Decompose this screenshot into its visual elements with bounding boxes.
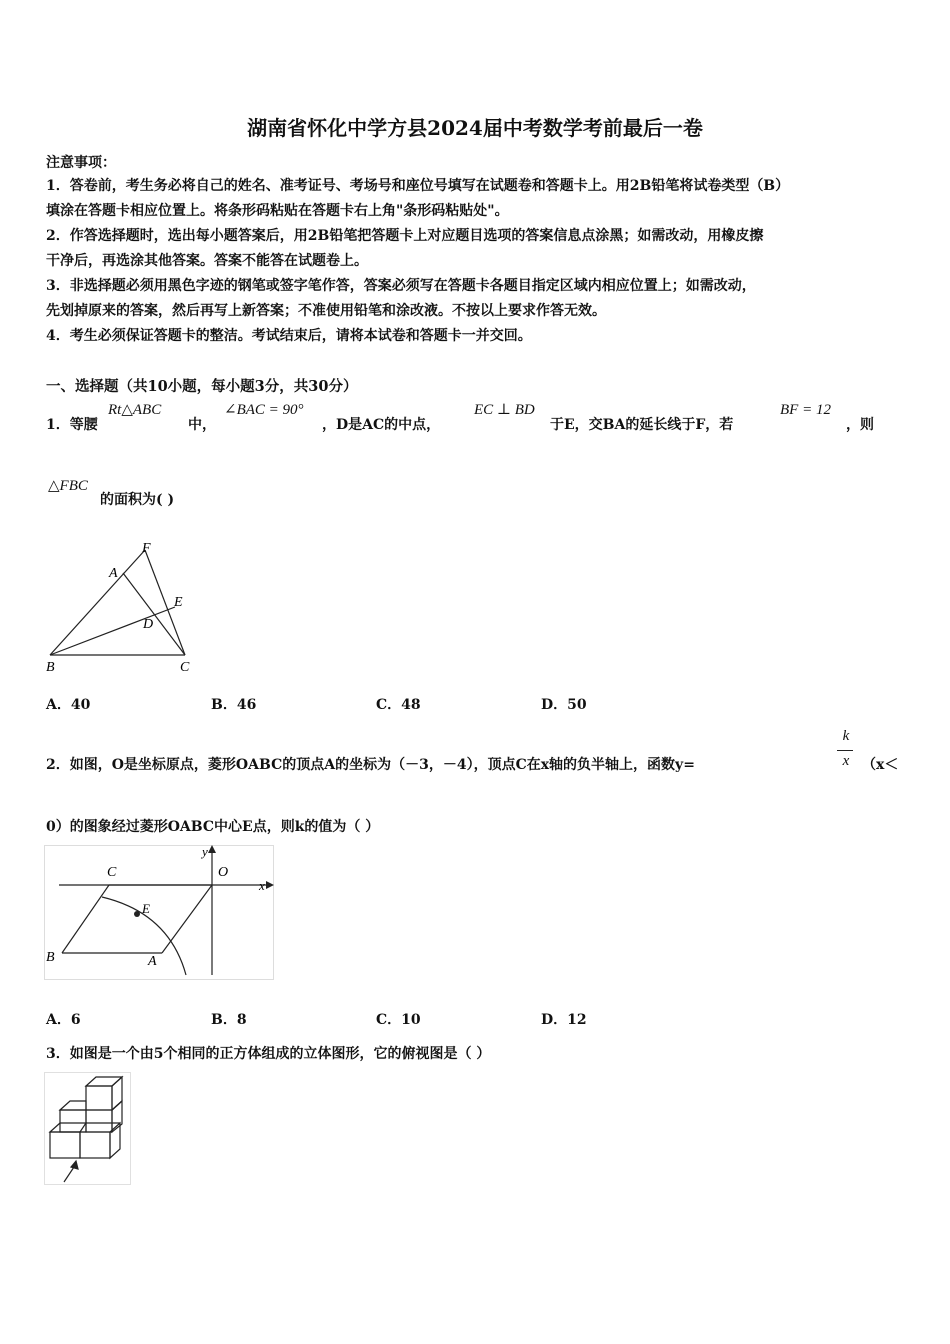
- q2-option-b: B．8: [211, 1012, 247, 1028]
- note-line: 填涂在答题卡相应位置上。将条形码粘贴在答题卡右上角"条形码粘贴处"。: [46, 203, 509, 219]
- q2-label-o: O: [218, 865, 229, 880]
- q1-label-e: E: [174, 595, 183, 610]
- note-line: 3．非选择题必须用黑色字迹的钢笔或签字笔作答，答案必须写在答题卡各题目指定区域内相应位置上；如需改动，: [46, 278, 756, 294]
- notes-heading: 注意事项：: [46, 155, 116, 171]
- q1-text-2: 中，: [188, 417, 216, 433]
- q1-text-6: 的面积为( ): [100, 492, 175, 508]
- q2-rhombus-figure: [44, 845, 274, 980]
- q2-label-b: B: [46, 950, 55, 965]
- section-heading: 一、选择题（共10小题，每小题3分，共30分）: [46, 378, 358, 395]
- q1-triangle-figure: [40, 535, 200, 675]
- q1-label-d: D: [143, 617, 154, 632]
- q3-text: 3．如图是一个由5个相同的正方体组成的立体图形，它的俯视图是（ ）: [46, 1046, 491, 1062]
- page-title: 湖南省怀化中学方县2024届中考数学考前最后一卷: [247, 116, 703, 140]
- q1-text-5: ，则: [846, 417, 874, 433]
- q1-math-bf: BF = 12: [780, 402, 831, 418]
- q1-option-a: A．40: [46, 697, 91, 713]
- q2-label-c: C: [107, 865, 117, 880]
- q1-option-d: D．50: [541, 697, 587, 713]
- q2-label-a: A: [148, 954, 157, 969]
- note-line: 2．作答选择题时，选出每小题答案后，用2B铅笔把答题卡上对应题目选项的答案信息点涂黑；如需改动，用橡皮擦: [46, 228, 764, 244]
- q1-text-4: 于E，交BA的延长线于F，若: [550, 417, 734, 433]
- q2-label-y: y: [202, 845, 208, 859]
- q2-fraction-bar: [837, 750, 853, 751]
- q2-fraction-denominator: x: [842, 753, 850, 769]
- q1-math-perp: EC ⊥ BD: [474, 402, 535, 418]
- q1-label-a: A: [109, 566, 118, 581]
- q2-line-2: 0）的图象经过菱形OABC中心E点，则k的值为（ ）: [46, 819, 380, 835]
- q2-label-x: x: [259, 878, 265, 893]
- q2-line-1-end: （x＜: [862, 757, 899, 773]
- note-line: 先划掉原来的答案，然后再写上新答案；不准使用铅笔和涂改液。不按以上要求作答无效。: [46, 303, 606, 319]
- note-line: 1．答卷前，考生务必将自己的姓名、准考证号、考场号和座位号填写在试题卷和答题卡上。用2B铅笔将试卷类型（B）: [46, 178, 790, 194]
- q1-label-c: C: [180, 660, 190, 675]
- q1-math-rt: Rt△ABC: [108, 402, 162, 418]
- q2-line-1: 2．如图，O是坐标原点，菱形OABC的顶点A的坐标为（－3，－4），顶点C在x轴的负半轴上，函数y=: [46, 757, 695, 773]
- q1-text-3: ，D是AC的中点，: [322, 417, 441, 433]
- note-line: 干净后，再选涂其他答案。答案不能答在试题卷上。: [46, 253, 368, 269]
- q2-label-e: E: [142, 901, 150, 916]
- q2-option-a: A．6: [46, 1012, 81, 1028]
- q2-fraction-numerator: k: [842, 728, 850, 744]
- q1-text-1: 1．等腰: [46, 417, 98, 433]
- q1-option-c: C．48: [376, 697, 421, 713]
- q3-cubes-figure: [44, 1072, 136, 1187]
- q1-math-angle: ∠BAC = 90°: [224, 402, 304, 418]
- q1-label-f: F: [142, 541, 151, 556]
- q1-option-b: B．46: [211, 697, 257, 713]
- q1-math-triangle: △FBC: [48, 478, 88, 494]
- q2-option-d: D．12: [541, 1012, 587, 1028]
- note-line: 4．考生必须保证答题卡的整洁。考试结束后，请将本试卷和答题卡一并交回。: [46, 328, 532, 344]
- q2-option-c: C．10: [376, 1012, 421, 1028]
- q1-label-b: B: [46, 660, 55, 675]
